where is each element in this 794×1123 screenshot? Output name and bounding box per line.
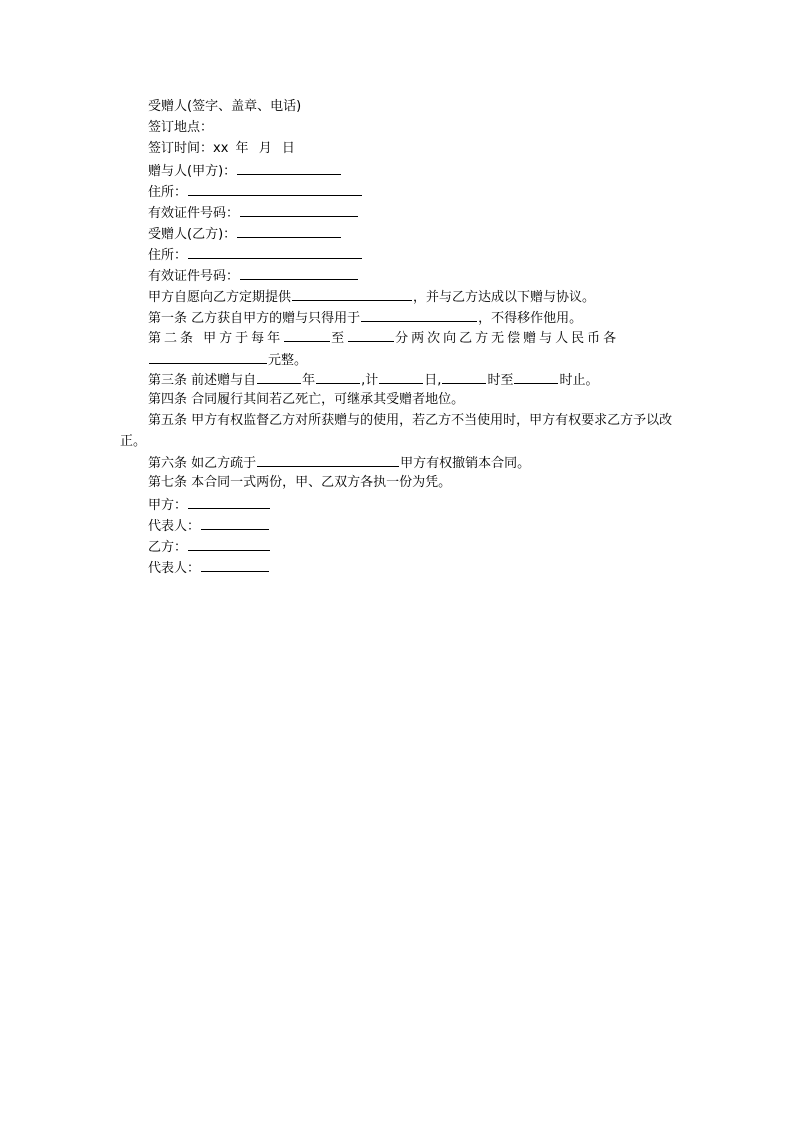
article-3 bbox=[120, 369, 675, 389]
party-b-label: 乙方： bbox=[148, 540, 188, 555]
party-b-blank[interactable] bbox=[188, 536, 270, 551]
article-6-before: 第六条 如乙方疏于 bbox=[148, 456, 257, 471]
donee-address-blank[interactable] bbox=[188, 244, 362, 259]
article-7-text: 第七条 本合同一式两份，甲、乙双方各执一份为凭。 bbox=[148, 475, 452, 490]
article-3-part5: 时至 bbox=[487, 373, 514, 388]
donee-line bbox=[120, 223, 675, 243]
donor-line bbox=[120, 160, 675, 180]
article-6-blank[interactable] bbox=[257, 452, 399, 467]
article-2-part3: 分两次向乙方无偿赠与人民币各 bbox=[395, 331, 620, 346]
year-char: 年 bbox=[235, 141, 249, 156]
article-3-blank2[interactable] bbox=[316, 369, 360, 384]
article-2 bbox=[120, 327, 675, 371]
article-3-blank1[interactable] bbox=[257, 369, 301, 384]
party-a-label: 甲方： bbox=[148, 498, 188, 513]
donor-id-line bbox=[120, 202, 675, 222]
article-3-part1: 第三条 前述赠与自 bbox=[148, 373, 257, 388]
article-3-part3: ,计 bbox=[361, 373, 379, 388]
article-2-blank1[interactable] bbox=[284, 327, 330, 342]
donor-id-label: 有效证件号码： bbox=[148, 206, 240, 221]
donee-signature-line bbox=[120, 97, 675, 117]
day-char: 日 bbox=[281, 141, 295, 156]
article-1-blank[interactable] bbox=[361, 307, 477, 322]
rep-b-blank[interactable] bbox=[201, 557, 269, 572]
article-3-blank5[interactable] bbox=[514, 369, 558, 384]
donor-address-label: 住所： bbox=[148, 185, 188, 200]
article-3-part2: 年 bbox=[302, 373, 316, 388]
article-1-after: ，不得移作他用。 bbox=[478, 311, 583, 326]
article-2-part4: 元整。 bbox=[268, 353, 308, 368]
party-a-blank[interactable] bbox=[188, 494, 270, 509]
donee-id-blank[interactable] bbox=[240, 265, 358, 280]
rep-a-sign-line bbox=[120, 515, 675, 535]
article-4-text: 第四条 合同履行其间若乙死亡，可继承其受赠者地位。 bbox=[148, 392, 465, 407]
rep-a-label: 代表人： bbox=[148, 519, 201, 534]
preamble-after: ，并与乙方达成以下赠与协议。 bbox=[413, 290, 596, 305]
sign-time-label: 签订时间： bbox=[148, 141, 214, 156]
rep-b-label: 代表人： bbox=[148, 561, 201, 576]
sign-place-line bbox=[120, 118, 675, 138]
donee-id-line bbox=[120, 265, 675, 285]
preamble-line bbox=[120, 286, 675, 306]
article-2-part2: 至 bbox=[331, 331, 348, 346]
article-2-part1: 第二条 甲方于每年 bbox=[148, 331, 284, 346]
article-1 bbox=[120, 307, 675, 327]
donee-address-label: 住所： bbox=[148, 248, 188, 263]
donee-blank[interactable] bbox=[237, 223, 341, 238]
article-1-before: 第一条 乙方获自甲方的赠与只得用于 bbox=[148, 311, 361, 326]
article-2-blank2[interactable] bbox=[348, 327, 394, 342]
donor-blank[interactable] bbox=[237, 160, 341, 175]
article-3-blank3[interactable] bbox=[379, 369, 423, 384]
rep-a-blank[interactable] bbox=[201, 515, 269, 530]
article-6 bbox=[120, 452, 675, 472]
preamble-before: 甲方自愿向乙方定期提供 bbox=[148, 290, 292, 305]
sign-year-value: xx bbox=[213, 141, 229, 156]
sign-place-label: 签订地点： bbox=[148, 120, 214, 135]
article-5-text: 第五条 甲方有权监督乙方对所获赠与的使用，若乙方不当使用时，甲方有权要求乙方予以改正。 bbox=[120, 413, 673, 449]
article-6-after: 甲方有权撤销本合同。 bbox=[400, 456, 531, 471]
rep-b-sign-line bbox=[120, 557, 675, 577]
party-b-sign-line bbox=[120, 536, 675, 556]
party-a-sign-line bbox=[120, 494, 675, 514]
article-3-blank4[interactable] bbox=[442, 369, 486, 384]
article-3-part6: 时止。 bbox=[559, 373, 599, 388]
donee-signature-label: 受赠人(签字、盖章、电话) bbox=[148, 99, 302, 114]
donor-address-line bbox=[120, 181, 675, 201]
donee-address-line bbox=[120, 244, 675, 264]
article-2-blank3[interactable] bbox=[149, 349, 267, 364]
donor-label: 赠与人(甲方)： bbox=[148, 164, 237, 179]
article-7 bbox=[120, 473, 675, 493]
sign-time-line bbox=[120, 139, 675, 159]
donee-id-label: 有效证件号码： bbox=[148, 269, 240, 284]
donor-address-blank[interactable] bbox=[188, 181, 362, 196]
article-3-part4: 日, bbox=[424, 373, 442, 388]
month-char: 月 bbox=[258, 141, 272, 156]
preamble-blank[interactable] bbox=[292, 286, 412, 301]
article-5 bbox=[120, 410, 675, 452]
article-4 bbox=[120, 390, 675, 410]
donor-id-blank[interactable] bbox=[240, 202, 358, 217]
donee-label: 受赠人(乙方)： bbox=[148, 227, 237, 242]
